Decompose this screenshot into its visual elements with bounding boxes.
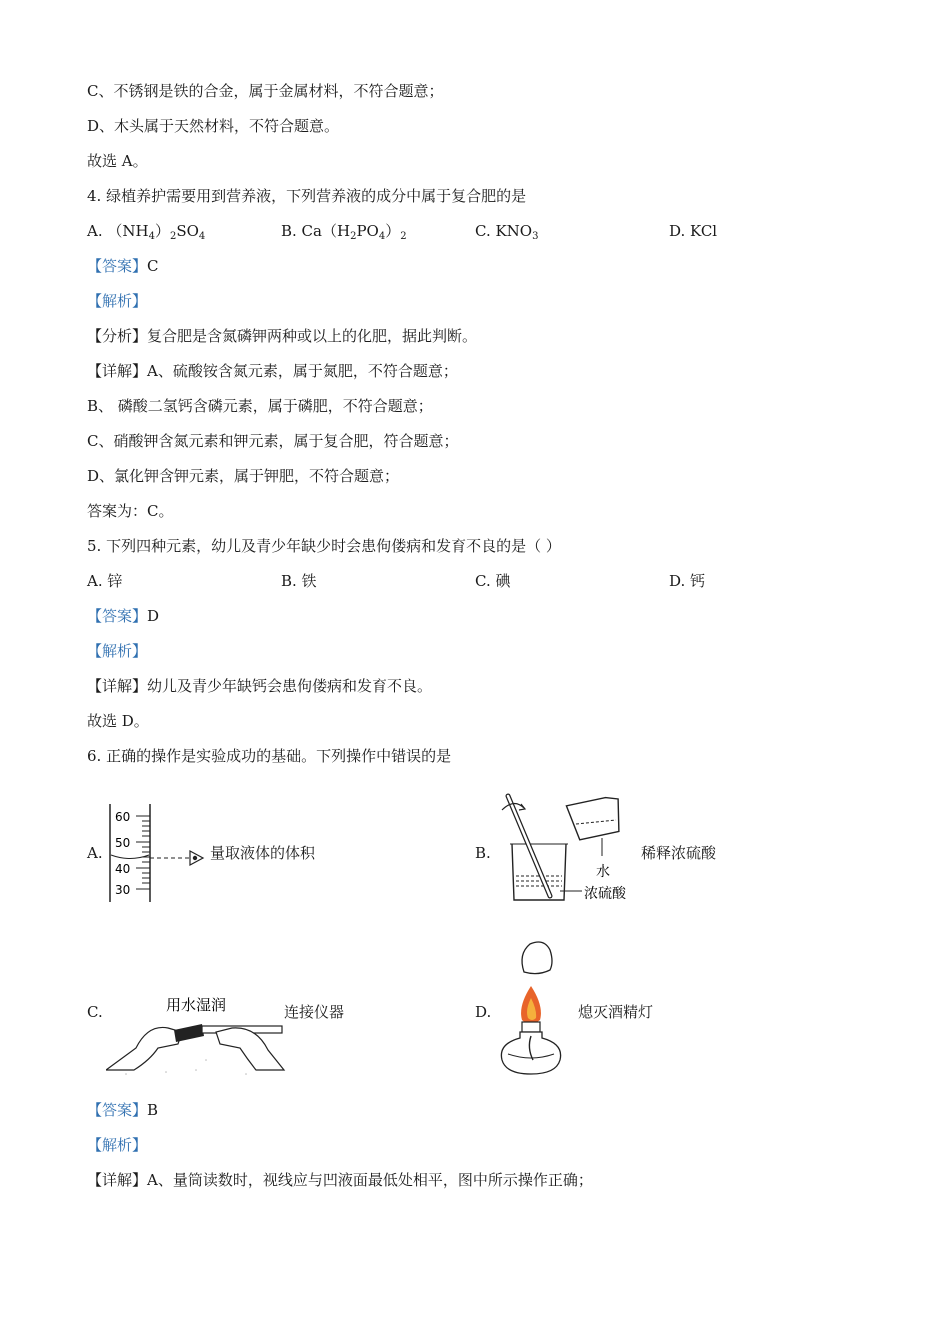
right-hand-icon [216,1028,284,1070]
q4-stem: 4. 绿植养护需要用到营养液，下列营养液的成分中属于复合肥的是 [87,187,527,205]
q6-detail-a: 【详解】A、量筒读数时，视线应与凹液面最低处相平，图中所示操作正确； [87,1171,593,1189]
q4-detail-b: B、 磷酸二氢钙含磷元素，属于磷肥，不符合题意； [87,397,433,415]
connect-instrument-figure [106,990,286,1076]
lamp-cap-icon [522,942,552,974]
q6-answer: 【答案】B [87,1101,159,1119]
q5-option-b: B. 铁 [281,572,317,590]
q4-detail-a: 【详解】A、硫酸铵含氮元素，属于氮肥，不符合题意； [87,362,458,380]
q5-detail: 【详解】幼儿及青少年缺钙会患佝偻病和发育不良。 [87,677,433,695]
cylinder-tick-50: 50 [115,836,131,850]
q4-option-a: A. $(NH_4)_2SO_4$ [87,222,206,242]
q6-option-a-letter: A. [87,844,103,862]
q4-conclusion: 答案为：C。 [87,502,174,520]
q6-option-d-caption: 熄灭酒精灯 [578,1003,654,1021]
cylinder-tick-30: 30 [115,883,131,897]
acid-label: 浓硫酸 [584,886,626,902]
prev-option-d-explanation: D、木头属于天然材料，不符合题意。 [87,117,340,135]
q4-detail-d: D、氯化钾含钾元素，属于钾肥，不符合题意； [87,467,400,485]
left-hand-icon [106,1027,182,1070]
q4-analysis-tag: 【解析】 [87,292,148,310]
graduated-cylinder-figure [106,800,211,905]
cylinder-tick-40: 40 [115,862,131,876]
q6-option-a-caption: 量取液体的体积 [210,844,316,862]
rubber-tube-icon [174,1024,204,1042]
q4-option-d: D. KCl [669,222,718,240]
q5-conclusion: 故选 D。 [87,712,149,730]
answer-tag: 【答案】 [87,607,148,625]
q6-option-c-letter: C. [87,1003,103,1021]
dilution-figure [498,790,648,908]
q6-stem: 6. 正确的操作是实验成功的基础。下列操作中错误的是 [87,747,452,765]
q6-option-d-letter: D. [475,1003,492,1021]
q6-option-c-caption: 连接仪器 [284,1003,345,1021]
q6-analysis-tag: 【解析】 [87,1136,148,1154]
water-cup-icon [566,795,624,841]
q6-option-b-letter: B. [475,844,491,862]
prev-option-c-explanation: C、不锈钢是铁的合金，属于金属材料，不符合题意； [87,82,444,100]
q5-answer: 【答案】D [87,607,160,625]
q4-detail-c: C、硝酸钾含氮元素和钾元素，属于复合肥，符合题意； [87,432,459,450]
q5-option-c: C. 碘 [475,572,511,590]
q6-option-b-caption: 稀释浓硫酸 [641,844,717,862]
q4-option-b: B. $Ca(H_2PO_4)_2$ [281,222,407,242]
water-label: 水 [596,864,610,880]
alcohol-lamp-figure [498,936,568,1078]
q4-answer: 【答案】C [87,257,159,275]
answer-tag: 【答案】 [87,1101,148,1119]
answer-tag: 【答案】 [87,257,148,275]
q5-stem: 5. 下列四种元素，幼儿及青少年缺少时会患佝偻病和发育不良的是（ ） [87,537,561,555]
q5-analysis-tag: 【解析】 [87,642,148,660]
q5-option-d: D. 钙 [669,572,706,590]
q5-option-a: A. 锌 [87,572,123,590]
q4-option-c: C. $KNO_3$ [475,222,539,242]
prev-conclusion: 故选 A。 [87,152,148,170]
q4-fenxi: 【分析】复合肥是含氮磷钾两种或以上的化肥，据此判断。 [87,327,478,345]
cylinder-tick-60: 60 [115,810,131,824]
wet-with-water-label: 用水湿润 [166,996,227,1014]
